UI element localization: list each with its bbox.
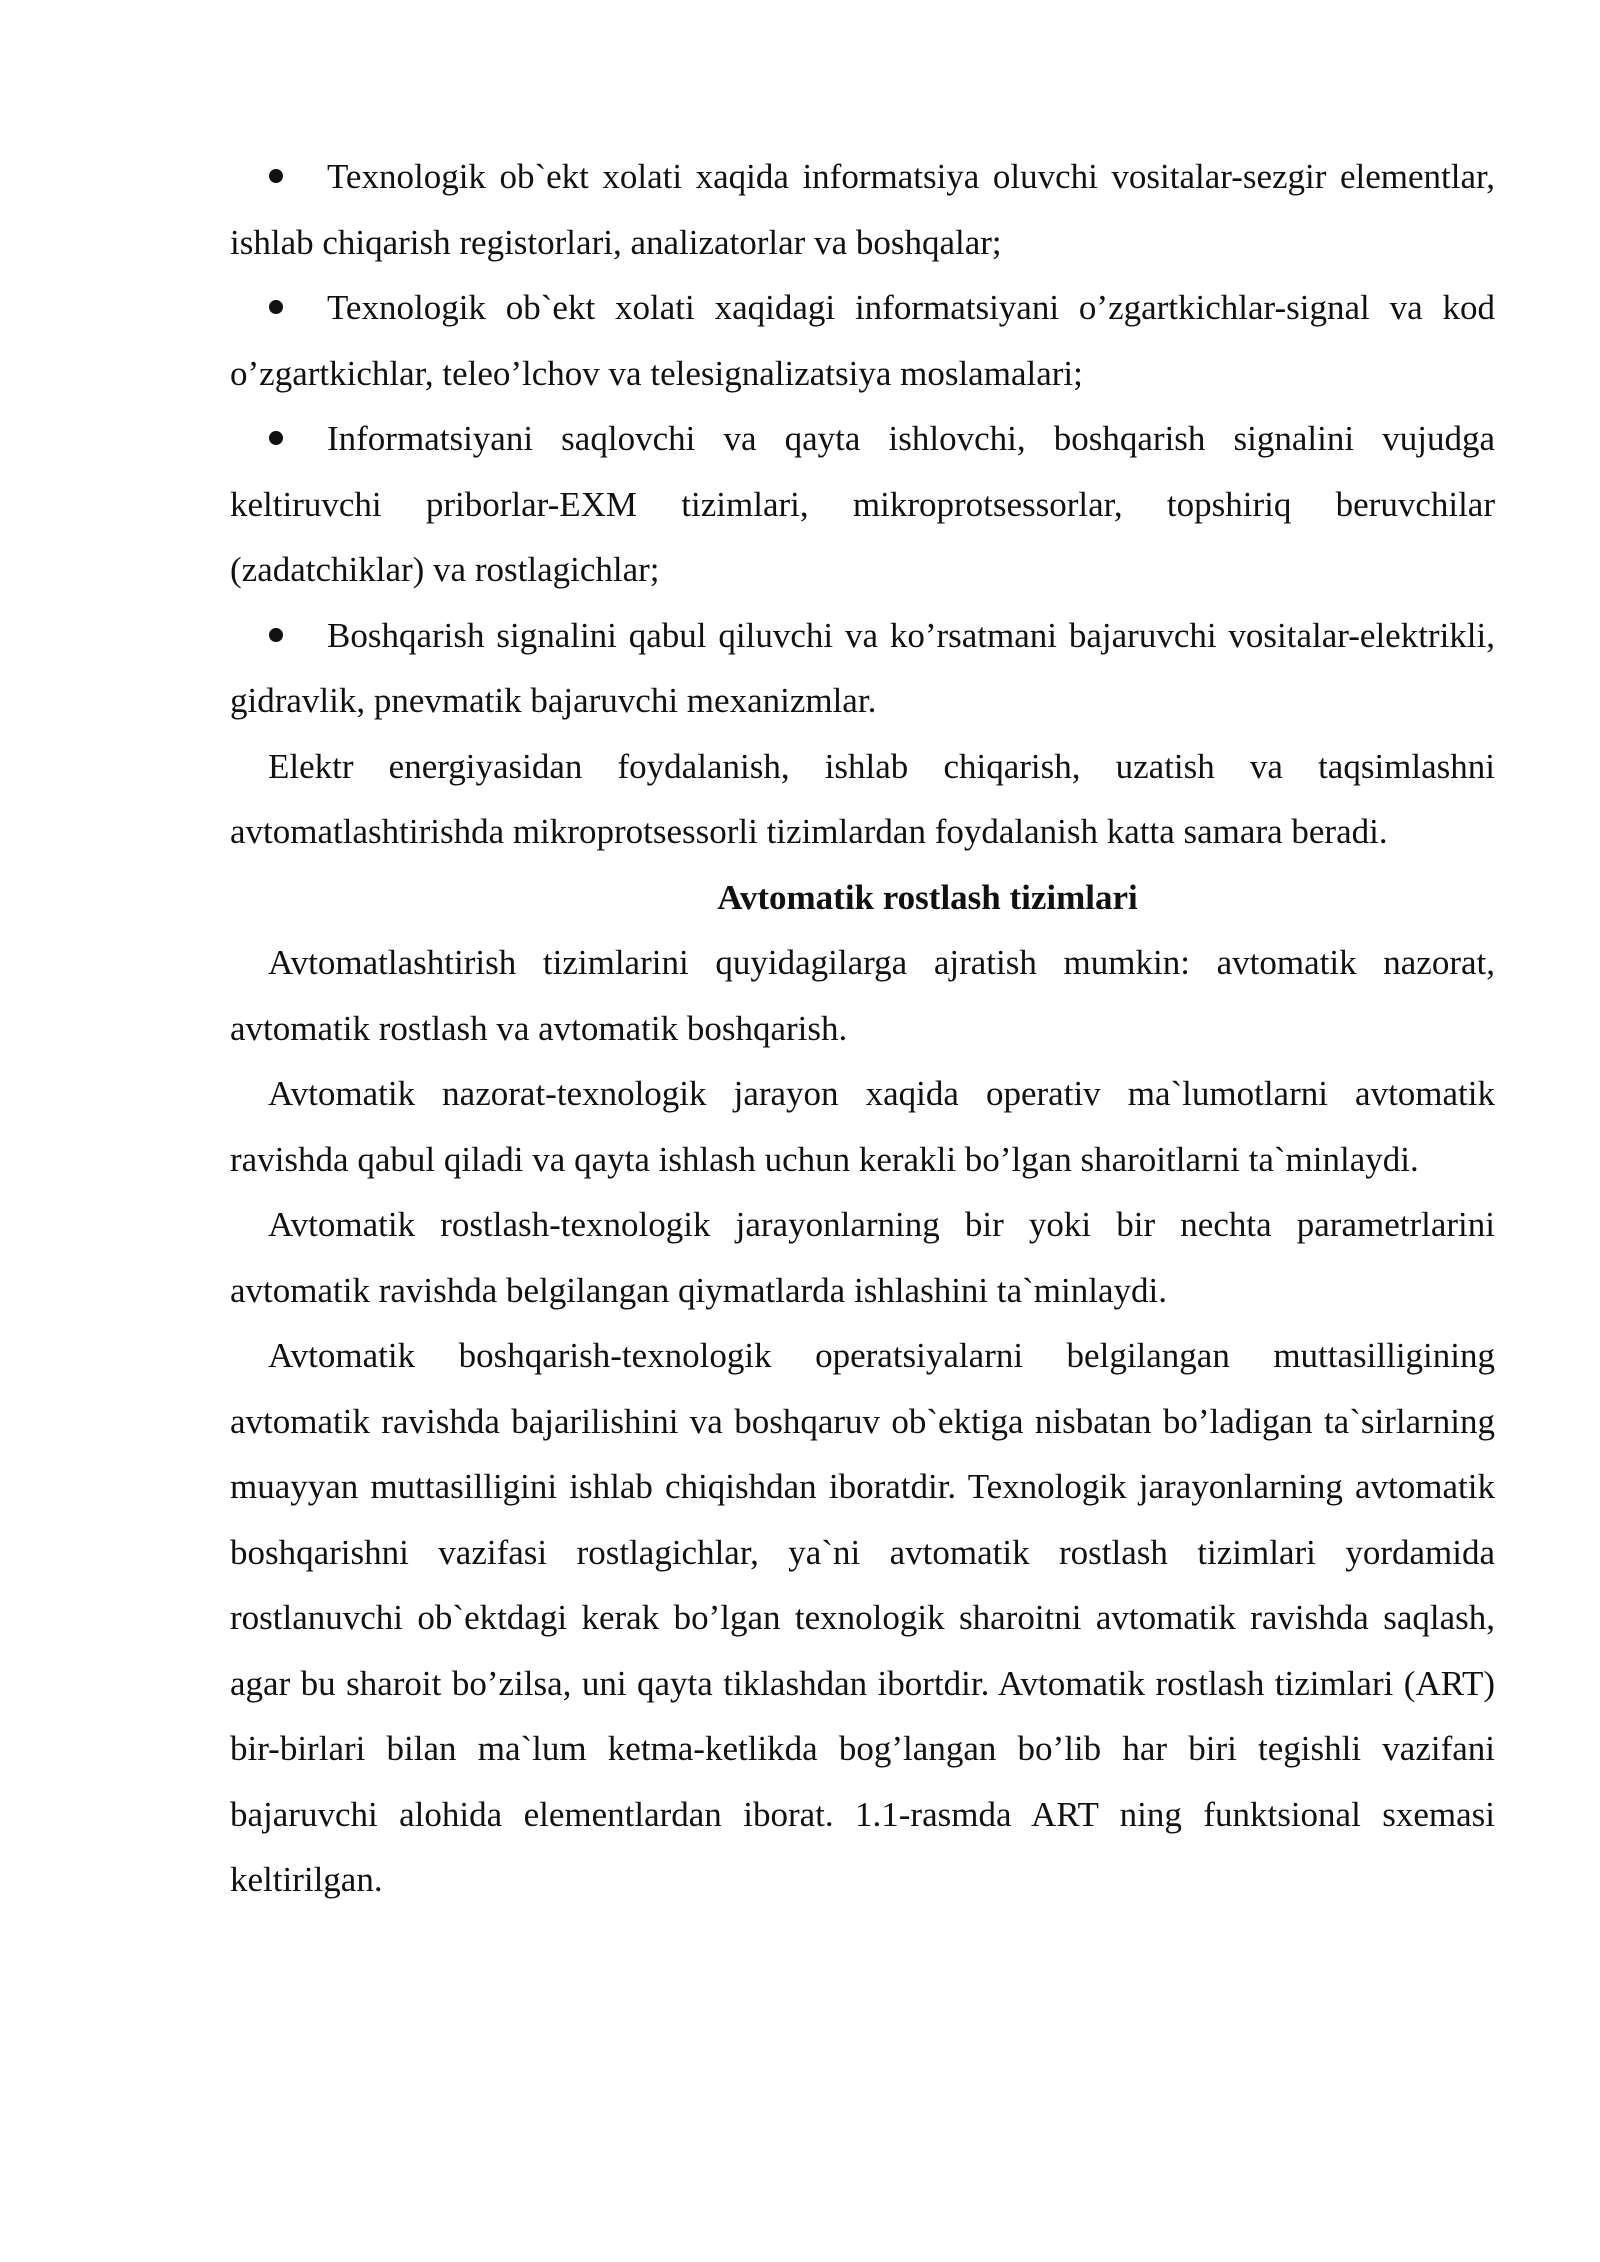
body-paragraph: Avtomatlashtirish tizimlarini quyidagilarga ajratish mumkin: avtomatik nazorat, avtomatik rostlash va avtomatik boshqarish. (230, 943, 1495, 1048)
section-heading: Avtomatik rostlash tizimlari (717, 877, 1138, 917)
body-paragraph: Avtomatik rostlash-texnologik jarayonlarning bir yoki bir nechta parametrlarini avtomatik ravishda belgilangan qiymatlarda ishlashini ta`minlaydi. (230, 1205, 1495, 1310)
bullet-item (230, 275, 1495, 406)
bullet-dot-icon (269, 431, 283, 445)
bullet-item (230, 144, 1495, 275)
page-body (230, 144, 1495, 1913)
bullet-text: Boshqarish signalini qabul qiluvchi va ko’rsatmani bajaruvchi vositalar-elektrikli, gidravlik, pnevmatik bajaruvchi mexanizmlar. (230, 615, 1495, 720)
intro-paragraph: Elektr energiyasidan foydalanish, ishlab chiqarish, uzatish va taqsimlashni avtomatlashtirishda mikroprotsessorli tizimlardan foydalanish katta samara beradi. (230, 746, 1495, 851)
bullet-dot-icon (269, 628, 283, 642)
bullet-item (230, 406, 1495, 603)
bullet-text: Informatsiyani saqlovchi va qayta ishlovchi, boshqarish signalini vujudga keltiruvchi priborlar-EXM tizimlari, mikroprotsessorlar, topshiriq beruvchilar (zadatchiklar) va rostlagichlar; (230, 419, 1495, 589)
bullet-dot-icon (269, 300, 283, 314)
bullet-text: Texnologik ob`ekt xolati xaqida informatsiya oluvchi vositalar-sezgir elementlar, ishlab chiqarish registorlari, analizatorlar va boshqalar; (230, 157, 1495, 262)
body-paragraph: Avtomatik nazorat-texnologik jarayon xaqida operativ ma`lumotlarni avtomatik ravishda qabul qiladi va qayta ishlash uchun kerakli bo’lgan sharoitlarni ta`minlaydi. (230, 1074, 1495, 1179)
bullet-text: Texnologik ob`ekt xolati xaqidagi informatsiyani o’zgartkichlar-signal va kod o’zgartkichlar, teleo’lchov va telesignalizatsiya moslamalari; (230, 288, 1495, 393)
body-paragraph: Avtomatik boshqarish-texnologik operatsiyalarni belgilangan muttasilligining avtomatik ravishda bajarilishini va boshqaruv ob`ektiga nisbatan bo’ladigan ta`sirlarning muayyan muttasilligini ishlab chiqishdan iboratdir. Texnologik jarayonlarning avtomatik boshqarishni vazifasi rostlagichlar, ya`ni avtomatik rostlash tizimlari yordamida rostlanuvchi ob`ektdagi kerak bo’lgan texnologik sharoitni avtomatik ravishda saqlash, agar bu sharoit bo’zilsa, uni qayta tiklashdan ibortdir. Avtomatik rostlash tizimlari (ART) bir-birlari bilan ma`lum ketma-ketlikda bog’langan bo’lib har biri tegishli vazifani bajaruvchi alohida elementlardan iborat. 1.1-rasmda ART ning funktsional sxemasi keltirilgan. (230, 1336, 1495, 1899)
bullet-item (230, 603, 1495, 734)
bullet-dot-icon (269, 169, 283, 183)
